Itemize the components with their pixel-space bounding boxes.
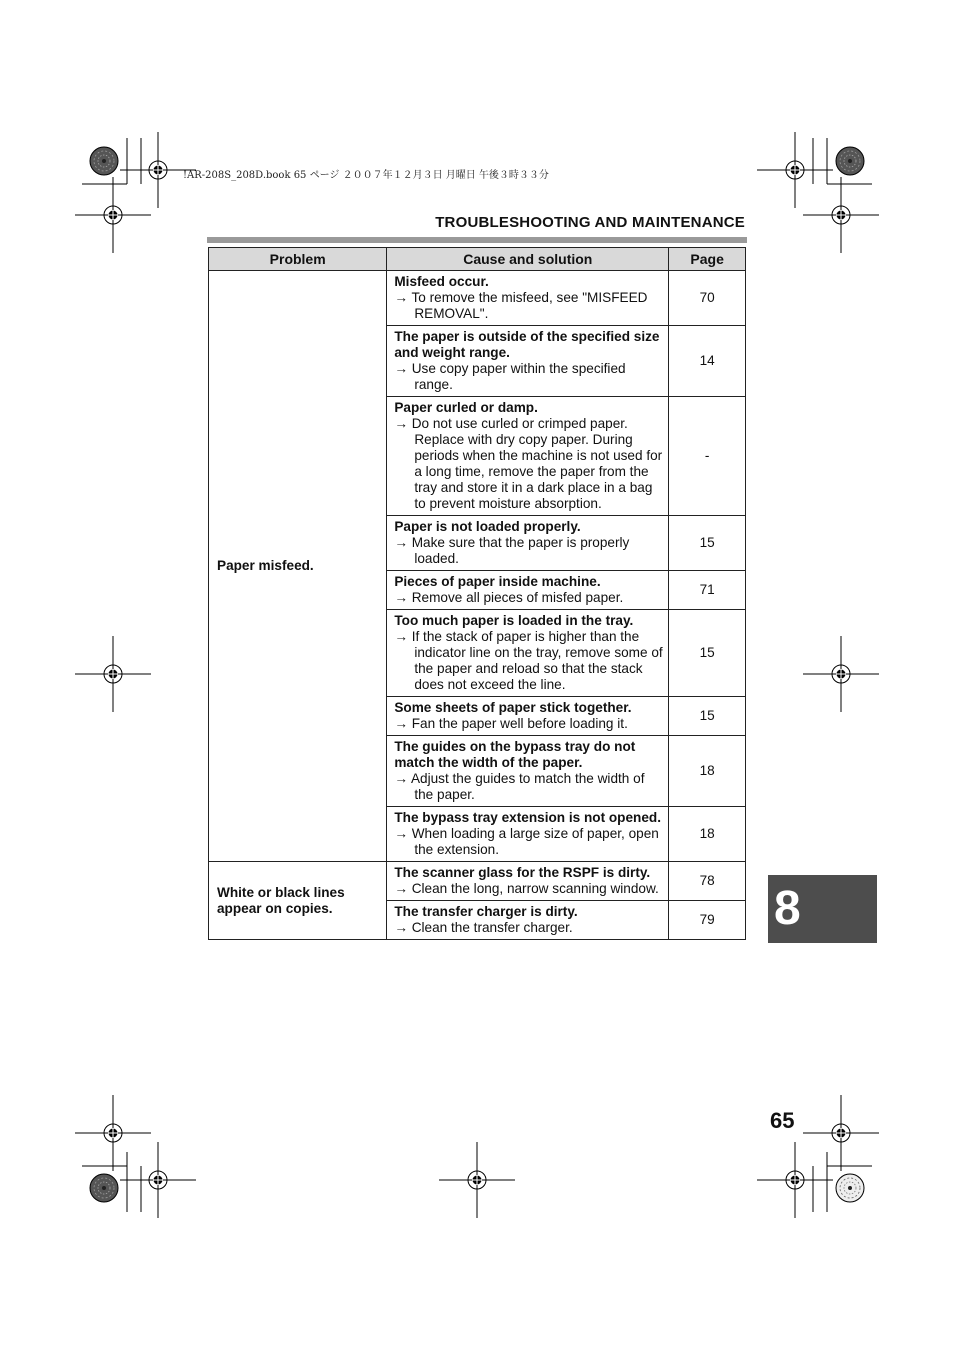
header-page: Page — [669, 248, 746, 271]
cause-cell — [387, 516, 669, 571]
arrow-icon: → — [394, 290, 408, 305]
arrow-icon: → — [394, 590, 408, 605]
cause-title: Some sheets of paper stick together. — [394, 700, 632, 715]
page-ref: 18 — [669, 736, 746, 807]
page-ref: 78 — [669, 862, 746, 901]
page-ref: - — [669, 397, 746, 516]
cause-title: The guides on the bypass tray do not match the width of the paper. — [394, 739, 636, 770]
solution-text: → If the stack of paper is higher than the indicator line on the tray, remove some of the paper and reload so that the stack does not exceed the line. — [394, 629, 663, 692]
cause-cell — [387, 901, 669, 940]
registration-mark — [757, 132, 833, 208]
solution-text: → Adjust the guides to match the width of the paper. — [394, 771, 645, 802]
arrow-icon: → — [394, 416, 408, 431]
page-ref: 15 — [669, 697, 746, 736]
color-target-mark — [836, 147, 864, 175]
cause-title: Too much paper is loaded in the tray. — [394, 613, 634, 628]
solution-text: → To remove the misfeed, see "MISFEED REMOVAL". — [394, 290, 648, 321]
arrow-icon: → — [394, 535, 408, 550]
page-ref: 79 — [669, 901, 746, 940]
table-header-row — [209, 248, 746, 271]
arrow-icon: → — [394, 771, 408, 786]
page-ref: 71 — [669, 571, 746, 610]
problem-cell: White or black lines appear on copies. — [209, 862, 387, 940]
table-row — [209, 271, 746, 326]
arrow-icon: → — [394, 361, 408, 376]
cause-title: Misfeed occur. — [394, 274, 489, 289]
cause-title: Paper curled or damp. — [394, 400, 538, 415]
solution-text: → Clean the long, narrow scanning window. — [394, 881, 659, 896]
cause-cell — [387, 862, 669, 901]
cause-cell — [387, 697, 669, 736]
problem-cell: Paper misfeed. — [209, 271, 387, 862]
header-cause: Cause and solution — [387, 248, 669, 271]
solution-text: → Make sure that the paper is properly loaded. — [394, 535, 630, 566]
cause-cell — [387, 326, 669, 397]
arrow-icon: → — [394, 826, 408, 841]
table-row — [209, 862, 746, 901]
cause-title: The bypass tray extension is not opened. — [394, 810, 661, 825]
cause-cell — [387, 610, 669, 697]
cause-cell — [387, 271, 669, 326]
registration-mark — [439, 1142, 515, 1218]
section-title: TROUBLESHOOTING AND MAINTENANCE — [435, 214, 745, 231]
troubleshooting-table — [208, 247, 746, 940]
registration-mark — [75, 1095, 151, 1171]
solution-text: → Remove all pieces of misfed paper. — [394, 590, 624, 605]
title-rule — [207, 237, 747, 243]
registration-mark — [757, 1142, 833, 1218]
solution-text: → Clean the transfer charger. — [394, 920, 573, 935]
solution-text: → When loading a large size of paper, open the extension. — [394, 826, 659, 857]
arrow-icon: → — [394, 629, 408, 644]
page-number: 65 — [770, 1108, 795, 1133]
page-ref: 70 — [669, 271, 746, 326]
registration-mark — [120, 1142, 196, 1218]
page-ref: 14 — [669, 326, 746, 397]
cause-cell — [387, 736, 669, 807]
solution-text: → Do not use curled or crimped paper. Replace with dry copy paper. During periods when the machine is not used for a long time, remove the paper from the tray and store it in a dark place in a bag to prevent moisture absorption. — [394, 416, 663, 511]
page-ref: 15 — [669, 610, 746, 697]
registration-mark — [803, 1095, 879, 1171]
arrow-icon: → — [394, 716, 408, 731]
color-target-mark — [90, 1174, 118, 1202]
registration-mark — [75, 636, 151, 712]
cause-title: The transfer charger is dirty. — [394, 904, 578, 919]
page-ref: 15 — [669, 516, 746, 571]
header-problem: Problem — [209, 248, 387, 271]
chapter-tab: 8 — [768, 875, 877, 943]
print-header: !AR-208S_208D.book 65 ページ ２００７年１２月３日 月曜日 午後３時３３分 — [183, 170, 549, 181]
cause-title: The scanner glass for the RSPF is dirty. — [394, 865, 651, 880]
solution-text: → Fan the paper well before loading it. — [394, 716, 628, 731]
cause-cell — [387, 571, 669, 610]
page-ref: 18 — [669, 807, 746, 862]
arrow-icon: → — [394, 920, 408, 935]
color-target-mark — [90, 147, 118, 175]
cause-title: The paper is outside of the specified size and weight range. — [394, 329, 660, 360]
arrow-icon: → — [394, 881, 408, 896]
registration-mark — [803, 636, 879, 712]
cause-cell — [387, 807, 669, 862]
registration-mark — [803, 177, 879, 253]
solution-text: → Use copy paper within the specified range. — [394, 361, 626, 392]
registration-mark — [75, 177, 151, 253]
cause-title: Pieces of paper inside machine. — [394, 574, 601, 589]
color-target-mark — [836, 1174, 864, 1202]
cause-cell — [387, 397, 669, 516]
cause-title: Paper is not loaded properly. — [394, 519, 581, 534]
